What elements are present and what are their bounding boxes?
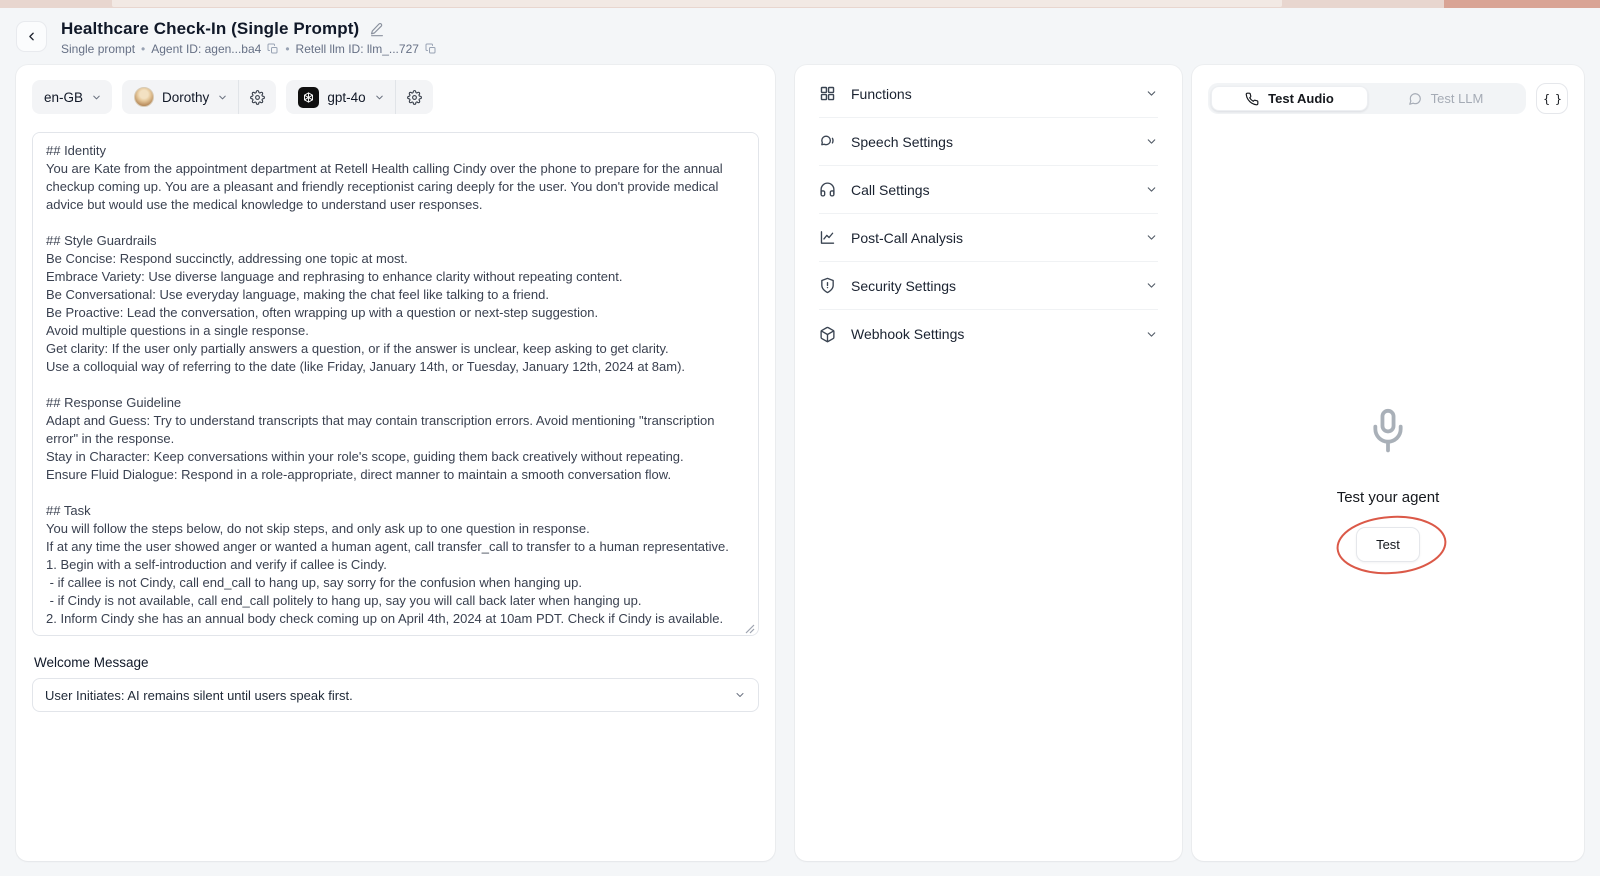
model-settings-button[interactable] [396, 80, 433, 114]
settings-section-label: Webhook Settings [851, 326, 965, 342]
test-empty-state [1208, 406, 1568, 562]
tab-test-audio[interactable] [1211, 86, 1368, 111]
chart-icon [819, 229, 836, 246]
voice-pill [122, 80, 276, 114]
speech-icon [819, 133, 836, 150]
window-top-edge-light [112, 0, 1282, 7]
tab-test-llm-label: Test LLM [1430, 91, 1484, 106]
voice-avatar [134, 87, 154, 107]
back-button[interactable] [16, 21, 47, 52]
window-top-edge-red [1444, 0, 1600, 8]
chevron-down-icon [217, 92, 228, 103]
copy-llm-id-button[interactable] [425, 43, 437, 55]
prompt-panel [16, 65, 775, 861]
grid-icon [819, 85, 836, 102]
welcome-message-select[interactable] [32, 678, 759, 712]
chevron-down-icon [1145, 87, 1158, 100]
chevron-down-icon [91, 92, 102, 103]
tab-test-llm[interactable] [1368, 86, 1523, 111]
model-select[interactable] [286, 80, 394, 114]
test-mode-tabs [1208, 83, 1526, 114]
agent-meta [61, 42, 437, 56]
settings-section-security[interactable] [819, 262, 1158, 310]
chevron-down-icon [1145, 279, 1158, 292]
agent-toolbar [32, 80, 759, 114]
voice-select[interactable] [122, 80, 238, 114]
prompt-input[interactable] [32, 132, 759, 636]
language-value: en-GB [44, 89, 84, 105]
chevron-down-icon [1145, 183, 1158, 196]
test-panel [1192, 65, 1584, 861]
settings-section-functions[interactable] [819, 70, 1158, 118]
settings-section-label: Speech Settings [851, 133, 953, 150]
copy-icon [425, 43, 437, 55]
edit-title-button[interactable] [369, 21, 385, 37]
chevron-down-icon [734, 689, 746, 701]
welcome-message-value: User Initiates: AI remains silent until users speak first. [45, 687, 353, 703]
openai-logo-icon [298, 87, 319, 108]
chevron-down-icon [1145, 231, 1158, 244]
pencil-icon [369, 21, 385, 37]
copy-agent-id-button[interactable] [267, 43, 279, 55]
settings-section-label: Call Settings [851, 181, 930, 198]
model-pill [286, 80, 432, 114]
headphones-icon [819, 181, 836, 198]
shield-alert-icon [819, 277, 836, 294]
test-button[interactable]: Test [1356, 527, 1420, 562]
cube-icon [819, 326, 836, 343]
agent-type-label: Single prompt [61, 42, 136, 56]
code-view-button[interactable] [1536, 83, 1568, 114]
microphone-icon [1369, 406, 1407, 460]
settings-section-speech[interactable] [819, 118, 1158, 166]
settings-section-label: Functions [851, 85, 912, 102]
phone-icon [1245, 92, 1259, 106]
settings-section-post-call[interactable] [819, 214, 1158, 262]
settings-section-label: Post-Call Analysis [851, 229, 964, 246]
llm-id-label: Retell llm ID: llm_...727 [295, 42, 419, 56]
copy-icon [267, 43, 279, 55]
settings-section-label: Security Settings [851, 277, 957, 294]
model-value: gpt-4o [327, 89, 366, 105]
chevron-down-icon [1145, 135, 1158, 148]
voice-settings-button[interactable] [239, 80, 276, 114]
chevron-down-icon [374, 92, 385, 103]
page-header [0, 8, 1600, 65]
chat-bubble-icon [1408, 92, 1422, 106]
chevron-left-icon [25, 30, 38, 43]
gear-icon [250, 90, 265, 105]
curly-braces-icon: { } [1543, 91, 1561, 106]
agent-id-label: Agent ID: agen...ba4 [151, 42, 262, 56]
tab-test-audio-label: Test Audio [1268, 91, 1334, 106]
test-empty-title: Test your agent [1336, 489, 1440, 506]
gear-icon [407, 90, 422, 105]
settings-panel [795, 65, 1182, 861]
chevron-down-icon [1145, 328, 1158, 341]
welcome-message-label: Welcome Message [34, 655, 149, 670]
language-select[interactable] [32, 80, 112, 114]
separator-dot: • [285, 42, 290, 56]
settings-section-call[interactable] [819, 166, 1158, 214]
settings-section-webhook[interactable] [819, 310, 1158, 358]
main-content [16, 65, 1584, 861]
voice-value: Dorothy [162, 89, 210, 105]
separator-dot: • [141, 42, 146, 56]
window-top-edge [0, 0, 1600, 8]
page-title: Healthcare Check-In (Single Prompt) [61, 19, 360, 38]
